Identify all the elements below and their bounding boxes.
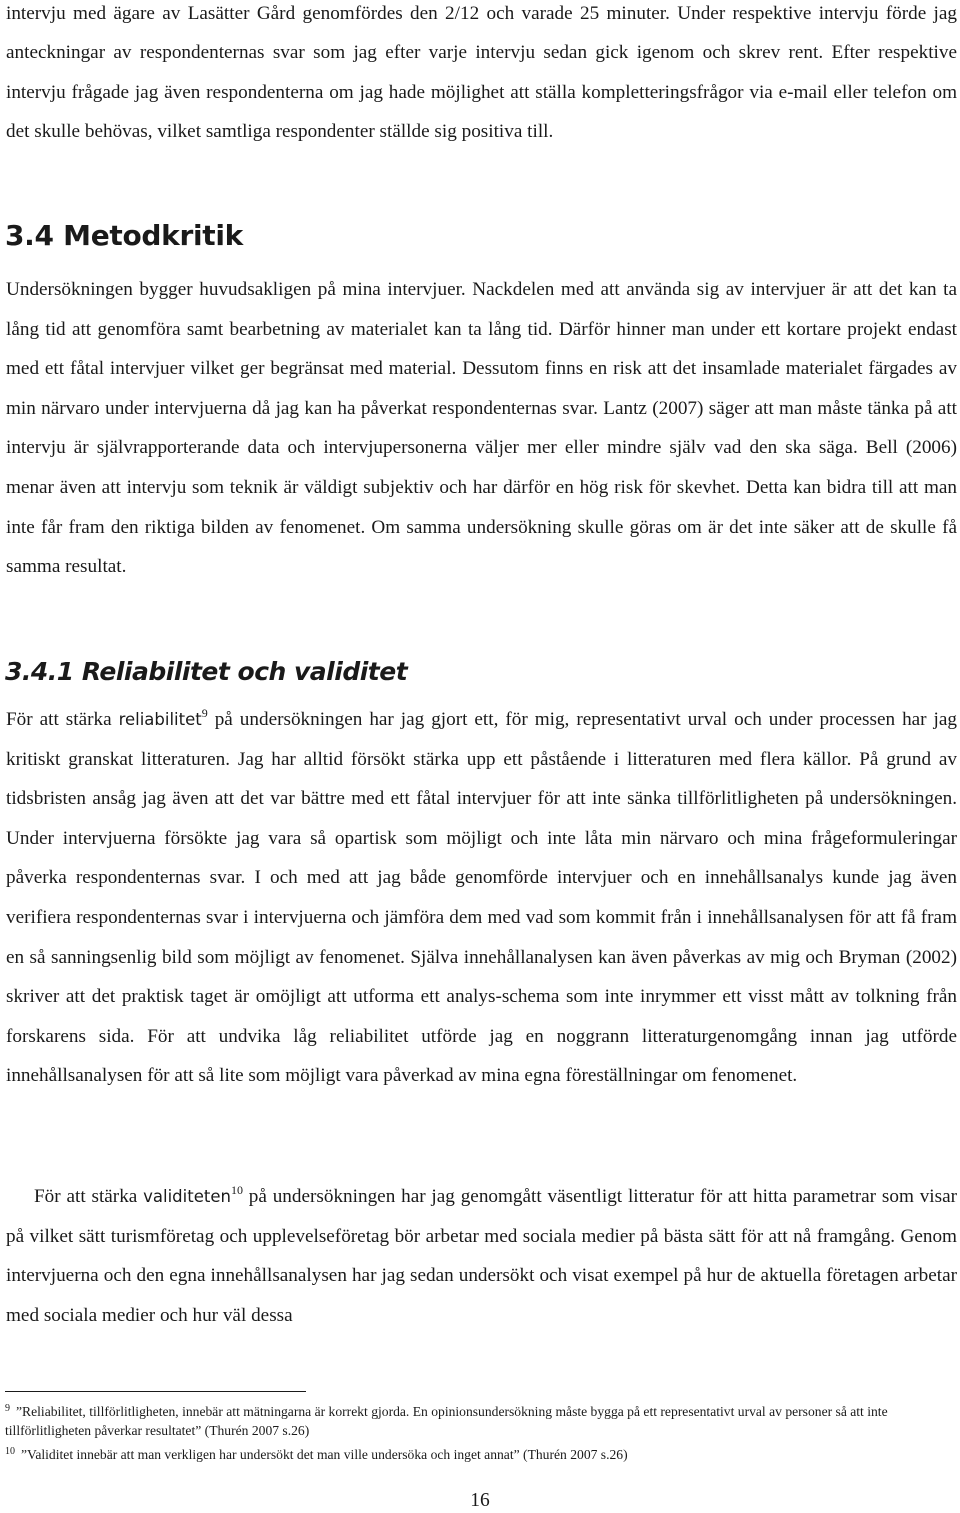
footnote-10-text: ”Validitet innebär att man verkligen har undersökt det man ville undersöka och inget annat” (Thurén 2007 s.26) (21, 1447, 628, 1462)
footnote-9 (5, 1402, 955, 1440)
paragraph-intro: intervju med ägare av Lasätter Gård genomfördes den 2/12 och varade 25 minuter. Under respektive intervju förde jag anteckningar av respondenternas svar som jag efter varje intervju sedan gick igenom och skrev rent. Efter respektive intervju frågade jag även respondenterna om jag hade möjlighet att ställa kompletteringsfrågor via e-mail eller telefon om det skulle behövas, vilket samtliga respondenter ställde sig positiva till. (6, 3, 957, 142)
reliabilitet-intro-text: För att stärka (6, 709, 119, 730)
footnote-9-text: ”Reliabilitet, tillförlitligheten, innebär att mätningarna är korrekt gjorda. En opinionsundersökning måste bygga på ett representativt urval av personer så att inte tillförlitligheten påverkar resultatet” (Thurén 2007 s.26) (5, 1404, 888, 1438)
paragraph-reliabilitet (6, 700, 957, 1096)
validitet-body-text: på undersökningen har jag genomgått väsentligt litteratur för att hitta parametrar som visar på vilket sätt turismföretag och upplevelseföretag bör arbetar med sociala medier på bästa sätt för att nå framgång. Genom intervjuerna och den egna innehållsanalysen har jag sedan undersökt och visat exempel på hur de aktuella företagen arbetar med sociala medier och hur väl dessa (6, 1186, 957, 1326)
footnote-10 (5, 1445, 955, 1464)
page-number: 16 (470, 1490, 490, 1511)
reliabilitet-term: reliabilitet (118, 710, 202, 729)
paragraph-metodkritik: Undersökningen bygger huvudsakligen på mina intervjuer. Nackdelen med att använda sig av intervjuer är att det kan ta lång tid att genomföra samt bearbetning av materialet kan ta lång tid. Därför hinner man under ett kortare projekt endast med ett fåtal intervjuer vilket ger begränsat med material. Dessutom finns en risk att det insamlade materialet färgades av min närvaro under intervjuerna då jag kan ha påverkat respondenternas svar. Lantz (2007) säger att man måste tänka på att intervju är självrapporterande data och intervjupersonerna väljer mer eller mindre själv vad den ska säga. Bell (2006) menar även att intervju som teknik är väldigt subjektiv och har därför en hög risk för skevhet. Detta kan bidra till att man inte får fram den riktiga bilden av fenomenet. Om samma undersökning skulle göras om är det inte säker att de skulle få samma resultat. (6, 279, 957, 578)
footnote-9-number: 9 (5, 1403, 10, 1414)
validitet-term: validiteten (143, 1187, 231, 1206)
heading-reliabilitet-validitet: 3.4.1 Reliabilitet och validitet (5, 657, 408, 686)
heading-metodkritik: 3.4 Metodkritik (5, 219, 243, 252)
paragraph-validitet (6, 1177, 957, 1335)
validitet-intro-text: För att stärka (34, 1186, 144, 1207)
footnote-ref-10[interactable]: 10 (230, 1183, 243, 1197)
footnote-ref-9[interactable]: 9 (201, 706, 208, 720)
footnote-separator (5, 1391, 306, 1392)
footnote-10-number: 10 (5, 1446, 15, 1457)
reliabilitet-body-text: på undersökningen har jag gjort ett, för mig, representativt urval och under processen har jag kritiskt granskat litteraturen. Jag har alltid försökt stärka upp ett påstående i litteraturen med flera källor. På grund av tidsbristen ansåg jag även att det var bättre med ett fåtal intervjuer för att inte sänka tillförlitligheten på undersökningen. Under intervjuerna försökte jag vara så opartisk som möjligt och inte låta min närvaro och mina frågeformuleringar påverka respondenternas svar. I och med att jag både genomförde intervjuer och en innehållsanalys kunde jag även verifiera respondenternas svar i intervjuerna och jämföra dem med vad som kommit från i innehållsanalysen för att få fram en så sanningsenlig bild som möjligt av fenomenet. Själva innehållanalysen kan även påverkas av mig och Bryman (2002) skriver att det praktisk taget är omöjligt att utforma ett analys-schema som inte inrymmer ett visst mått av tolkning från forskarens sida. För att undvika låg reliabilitet utförde jag en noggrann litteraturgenomgång innan jag utförde innehållsanalysen för att så lite som möjligt vara påverkad av mina egna föreställningar om fenomenet. (6, 709, 957, 1087)
